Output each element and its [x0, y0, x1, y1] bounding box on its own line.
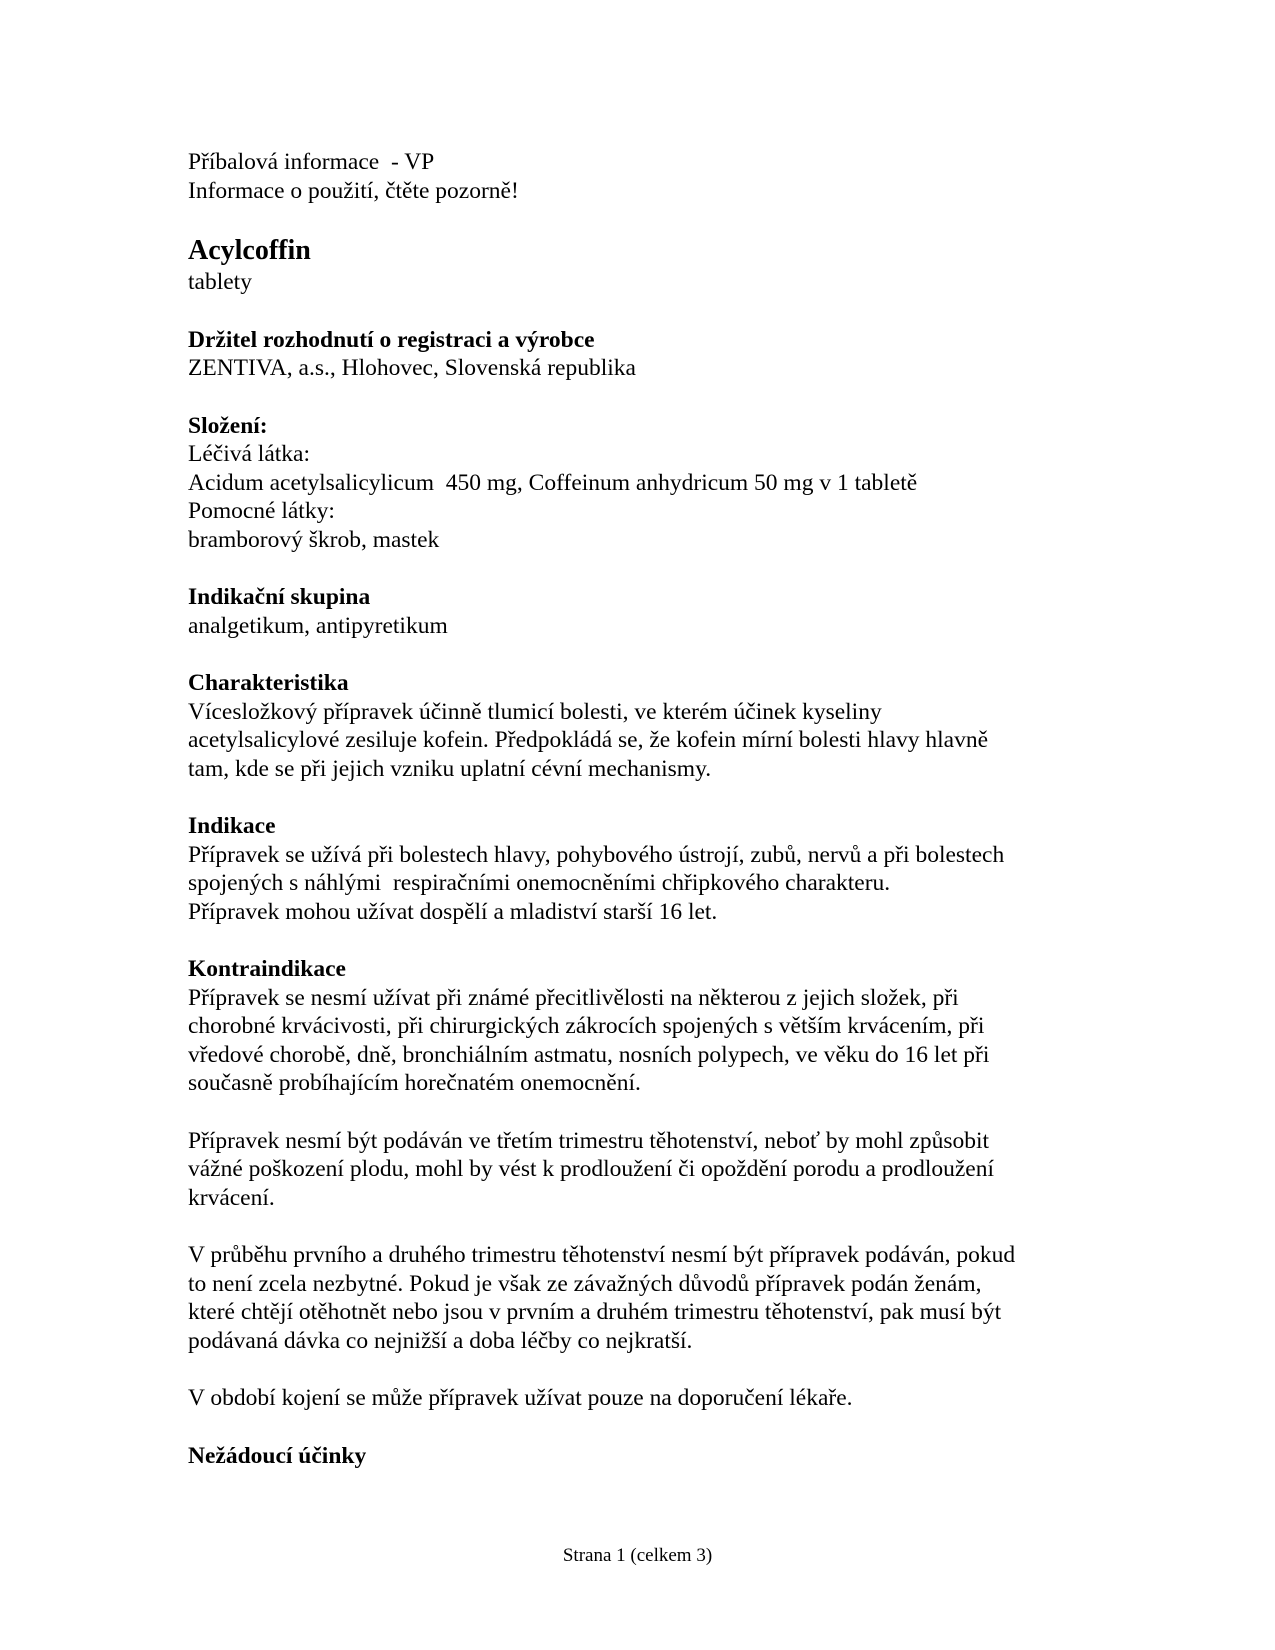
contraindications-paragraph-1	[188, 984, 1088, 1098]
section-holder	[188, 326, 1088, 383]
contraindications-paragraph-2	[188, 1127, 1088, 1213]
leaflet-type: Příbalová informace - VP	[188, 149, 435, 175]
characteristics-line: tam, kde se při jejich vzniku uplatní cévní mechanismy.	[188, 755, 712, 782]
section-contraindications	[188, 955, 1088, 1413]
active-substance-label: Léčivá látka:	[188, 441, 310, 467]
product-name: Acylcoffin	[188, 235, 311, 266]
contraindications-paragraph-4	[188, 1384, 1088, 1413]
contraindications-heading: Kontraindikace	[188, 956, 346, 982]
document-body	[188, 148, 1088, 1470]
section-composition	[188, 412, 1088, 555]
section-characteristics	[188, 669, 1088, 783]
contraindications-line: současně probíhajícím horečnatém onemocnění.	[188, 1070, 641, 1096]
section-side-effects	[188, 1442, 1088, 1471]
indications-line: Přípravek se užívá při bolestech hlavy, pohybového ústrojí, zubů, nervů a při bolestech	[188, 841, 1005, 868]
indications-line: Přípravek mohou užívat dospělí a mladiství starší 16 let.	[188, 898, 718, 925]
contraindications-line: V období kojení se může přípravek užívat pouze na doporučení lékaře.	[188, 1385, 853, 1411]
leaflet-instruction: Informace o použití, čtěte pozorně!	[188, 177, 519, 204]
page-number-footer: Strana 1 (celkem 3)	[562, 1545, 713, 1566]
contraindications-line: krvácení.	[188, 1184, 275, 1211]
product-form: tablety	[188, 269, 252, 295]
contraindications-line: vážné poškození plodu, mohl by vést k prodloužení či opoždění porodu a prodloužení	[188, 1156, 994, 1182]
section-indication-group	[188, 583, 1088, 640]
contraindications-line: Přípravek nesmí být podáván ve třetím trimestru těhotenství, neboť by mohl způsobit	[188, 1127, 990, 1154]
section-indications	[188, 812, 1088, 926]
indication-group-heading: Indikační skupina	[188, 584, 371, 610]
holder-text: ZENTIVA, a.s., Hlohovec, Slovenská republika	[188, 355, 636, 381]
characteristics-line: Vícesložkový přípravek účinně tlumicí bolesti, ve kterém účinek kyseliny	[188, 698, 882, 725]
leaflet-header	[188, 148, 1088, 205]
excipients-label: Pomocné látky:	[188, 498, 335, 524]
holder-heading: Držitel rozhodnutí o registraci a výrobce	[188, 326, 595, 353]
contraindications-line: podávaná dávka co nejnižší a doba léčby co nejkratší.	[188, 1327, 693, 1354]
excipients-text: bramborový škrob, mastek	[188, 526, 440, 553]
characteristics-line: acetylsalicylové zesiluje kofein. Předpokládá se, že kofein mírní bolesti hlavy hlavně	[188, 727, 989, 753]
composition-heading: Složení:	[188, 412, 268, 439]
contraindications-line: V průběhu prvního a druhého trimestru těhotenství nesmí být přípravek podáván, pokud	[188, 1242, 1016, 1268]
side-effects-heading: Nežádoucí účinky	[188, 1442, 367, 1469]
contraindications-paragraph-3	[188, 1241, 1088, 1355]
contraindications-line: vředové chorobě, dně, bronchiálním astmatu, nosních polypech, ve věku do 16 let při	[188, 1041, 990, 1068]
contraindications-line: Přípravek se nesmí užívat při známé přecitlivělosti na některou z jejich složek, při	[188, 984, 959, 1011]
indication-group-text: analgetikum, antipyretikum	[188, 612, 448, 639]
contraindications-line: to není zcela nezbytné. Pokud je však ze závažných důvodů přípravek podán ženám,	[188, 1270, 982, 1297]
active-substance-text: Acidum acetylsalicylicum 450 mg, Coffeinum anhydricum 50 mg v 1 tabletě	[188, 469, 918, 496]
contraindications-line: které chtějí otěhotnět nebo jsou v prvním a druhém trimestru těhotenství, pak musí být	[188, 1299, 1002, 1325]
characteristics-heading: Charakteristika	[188, 670, 349, 696]
indications-line: spojených s náhlými respiračními onemocněními chřipkového charakteru.	[188, 870, 891, 896]
contraindications-line: chorobné krvácivosti, při chirurgických zákrocích spojených s větším krvácením, při	[188, 1013, 985, 1039]
indications-heading: Indikace	[188, 813, 276, 839]
